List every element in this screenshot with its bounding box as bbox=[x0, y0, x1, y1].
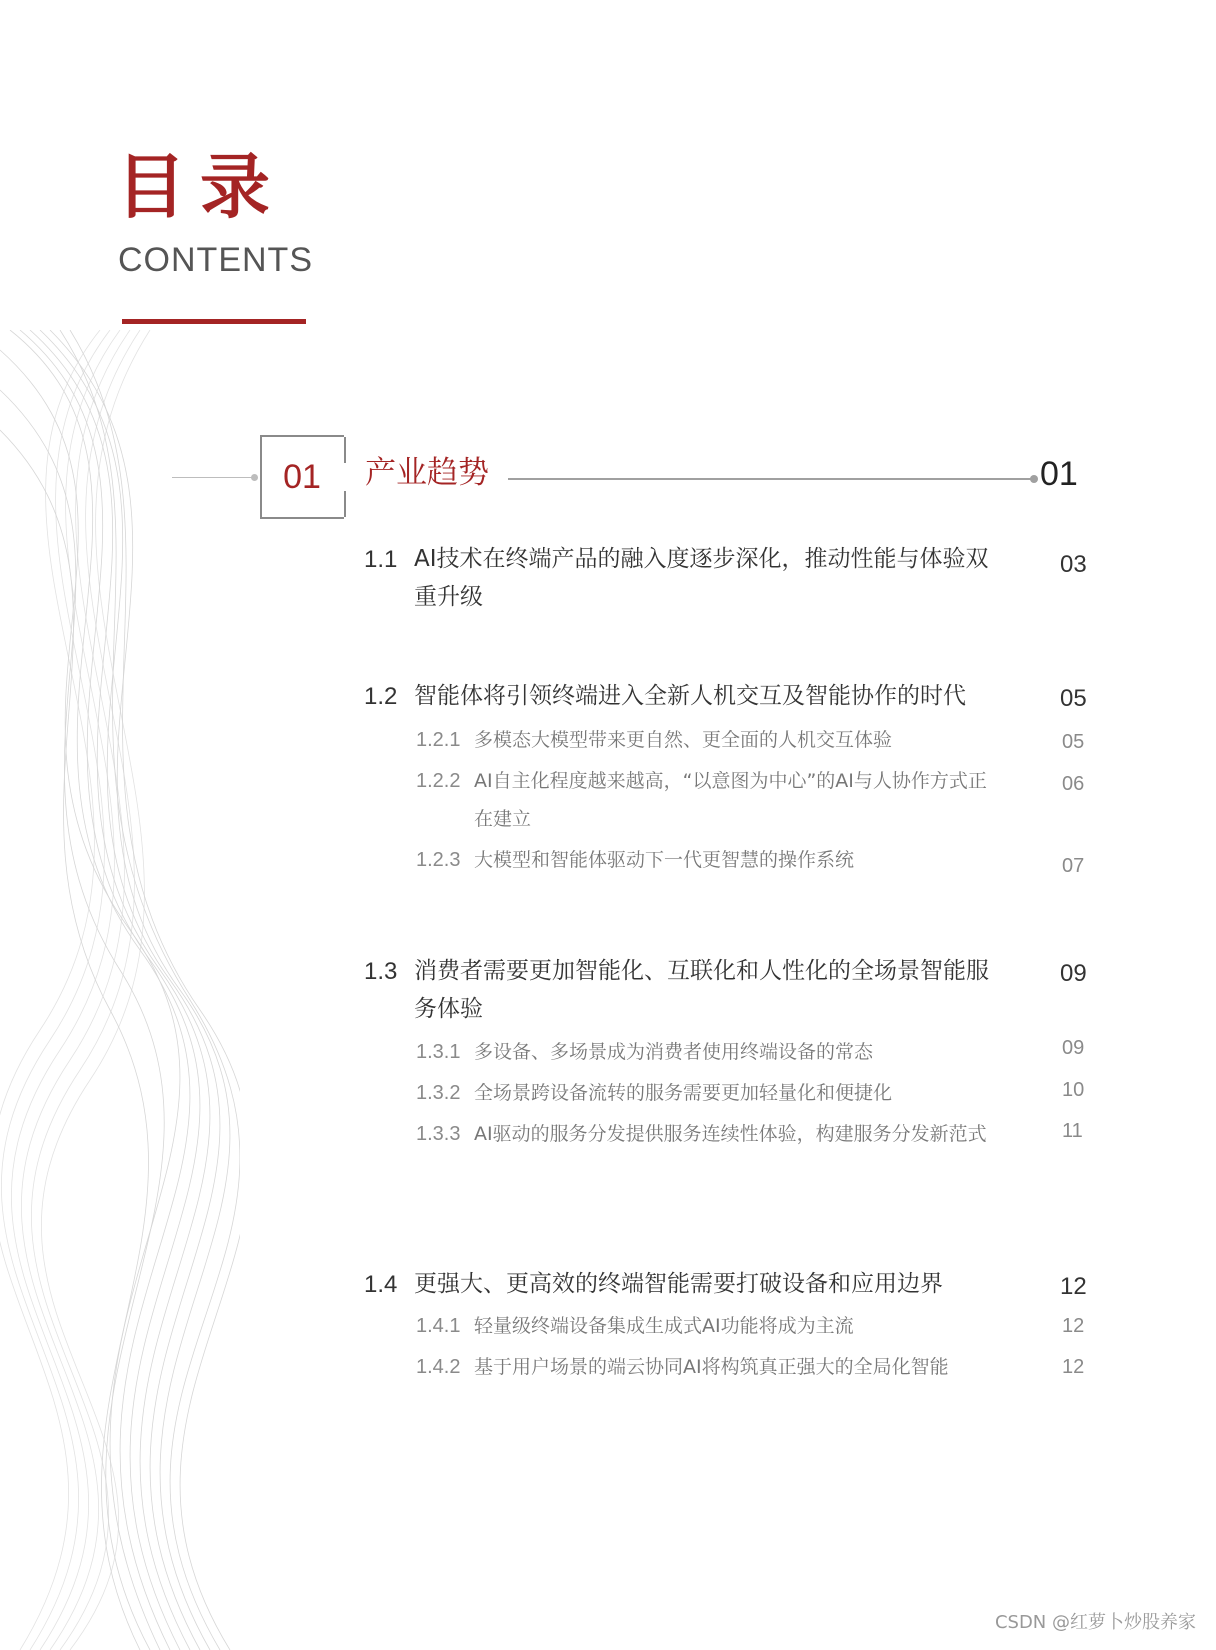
section-title[interactable]: 智能体将引领终端进入全新人机交互及智能协作的时代 bbox=[414, 683, 966, 709]
subsection-page-number: 12 bbox=[1062, 1356, 1085, 1378]
subsection-number: 1.4.2 bbox=[416, 1356, 461, 1378]
page-title-zh: 目录 bbox=[116, 146, 284, 228]
decorative-wave-graphic bbox=[0, 330, 240, 1650]
subsection-title[interactable]: 全场景跨设备流转的服务需要更加轻量化和便捷化 bbox=[474, 1082, 893, 1104]
section-title[interactable]: 消费者需要更加智能化、互联化和人性化的全场景智能服务体验 bbox=[414, 958, 989, 1022]
section-title[interactable]: AI技术在终端产品的融入度逐步深化，推动性能与体验双重升级 bbox=[414, 546, 989, 610]
subsection-page-number: 10 bbox=[1062, 1079, 1085, 1101]
chapter-lead-line bbox=[172, 477, 255, 478]
section-number: 1.1 bbox=[364, 546, 398, 573]
subsection-number: 1.3.3 bbox=[416, 1123, 461, 1145]
section-page-number: 03 bbox=[1060, 551, 1087, 578]
chapter-rule bbox=[508, 478, 1036, 480]
subsection-title[interactable]: 大模型和智能体驱动下一代更智慧的操作系统 bbox=[474, 849, 855, 871]
subsection-title[interactable]: 基于用户场景的端云协同AI将构筑真正强大的全局化智能 bbox=[474, 1356, 949, 1378]
subsection-page-number: 09 bbox=[1062, 1037, 1085, 1059]
section-title[interactable]: 更强大、更高效的终端智能需要打破设备和应用边界 bbox=[414, 1271, 943, 1297]
section-number: 1.3 bbox=[364, 958, 398, 985]
subsection-number: 1.2.2 bbox=[416, 770, 461, 792]
chapter-lead-dot bbox=[251, 474, 258, 481]
section-number: 1.4 bbox=[364, 1271, 398, 1298]
section-number: 1.2 bbox=[364, 683, 398, 710]
subsection-page-number: 11 bbox=[1062, 1120, 1083, 1142]
subsection-title[interactable]: 轻量级终端设备集成生成式AI功能将成为主流 bbox=[474, 1315, 854, 1337]
subsection-title[interactable]: 多模态大模型带来更自然、更全面的人机交互体验 bbox=[474, 729, 893, 751]
subsection-title[interactable]: AI驱动的服务分发提供服务连续性体验，构建服务分发新范式 bbox=[474, 1123, 987, 1145]
subsection-number: 1.2.3 bbox=[416, 849, 461, 871]
subsection-number: 1.2.1 bbox=[416, 729, 461, 751]
subsection-page-number: 07 bbox=[1062, 855, 1085, 877]
section-page-number: 12 bbox=[1060, 1273, 1087, 1300]
subsection-page-number: 06 bbox=[1062, 773, 1085, 795]
subsection-number: 1.3.1 bbox=[416, 1041, 461, 1063]
chapter-number: 01 bbox=[283, 458, 321, 496]
section-page-number: 09 bbox=[1060, 960, 1087, 987]
section-page-number: 05 bbox=[1060, 685, 1087, 712]
subsection-number: 1.3.2 bbox=[416, 1082, 461, 1104]
subsection-page-number: 12 bbox=[1062, 1315, 1085, 1337]
subsection-page-number: 05 bbox=[1062, 731, 1085, 753]
subsection-title[interactable]: 多设备、多场景成为消费者使用终端设备的常态 bbox=[474, 1041, 874, 1063]
subsection-number: 1.4.1 bbox=[416, 1315, 461, 1337]
subsection-title[interactable]: AI自主化程度越来越高，“以意图为中心”的AI与人协作方式正在建立 bbox=[474, 770, 987, 830]
chapter-number-box bbox=[260, 435, 344, 519]
chapter-title[interactable]: 产业趋势 bbox=[365, 455, 489, 491]
chapter-rule-dot bbox=[1030, 475, 1038, 483]
footer-watermark: CSDN @红萝卜炒股养家 bbox=[994, 1612, 1196, 1633]
title-underline bbox=[122, 319, 306, 324]
chapter-page-number: 01 bbox=[1040, 455, 1078, 493]
page-title-en: CONTENTS bbox=[118, 241, 313, 279]
